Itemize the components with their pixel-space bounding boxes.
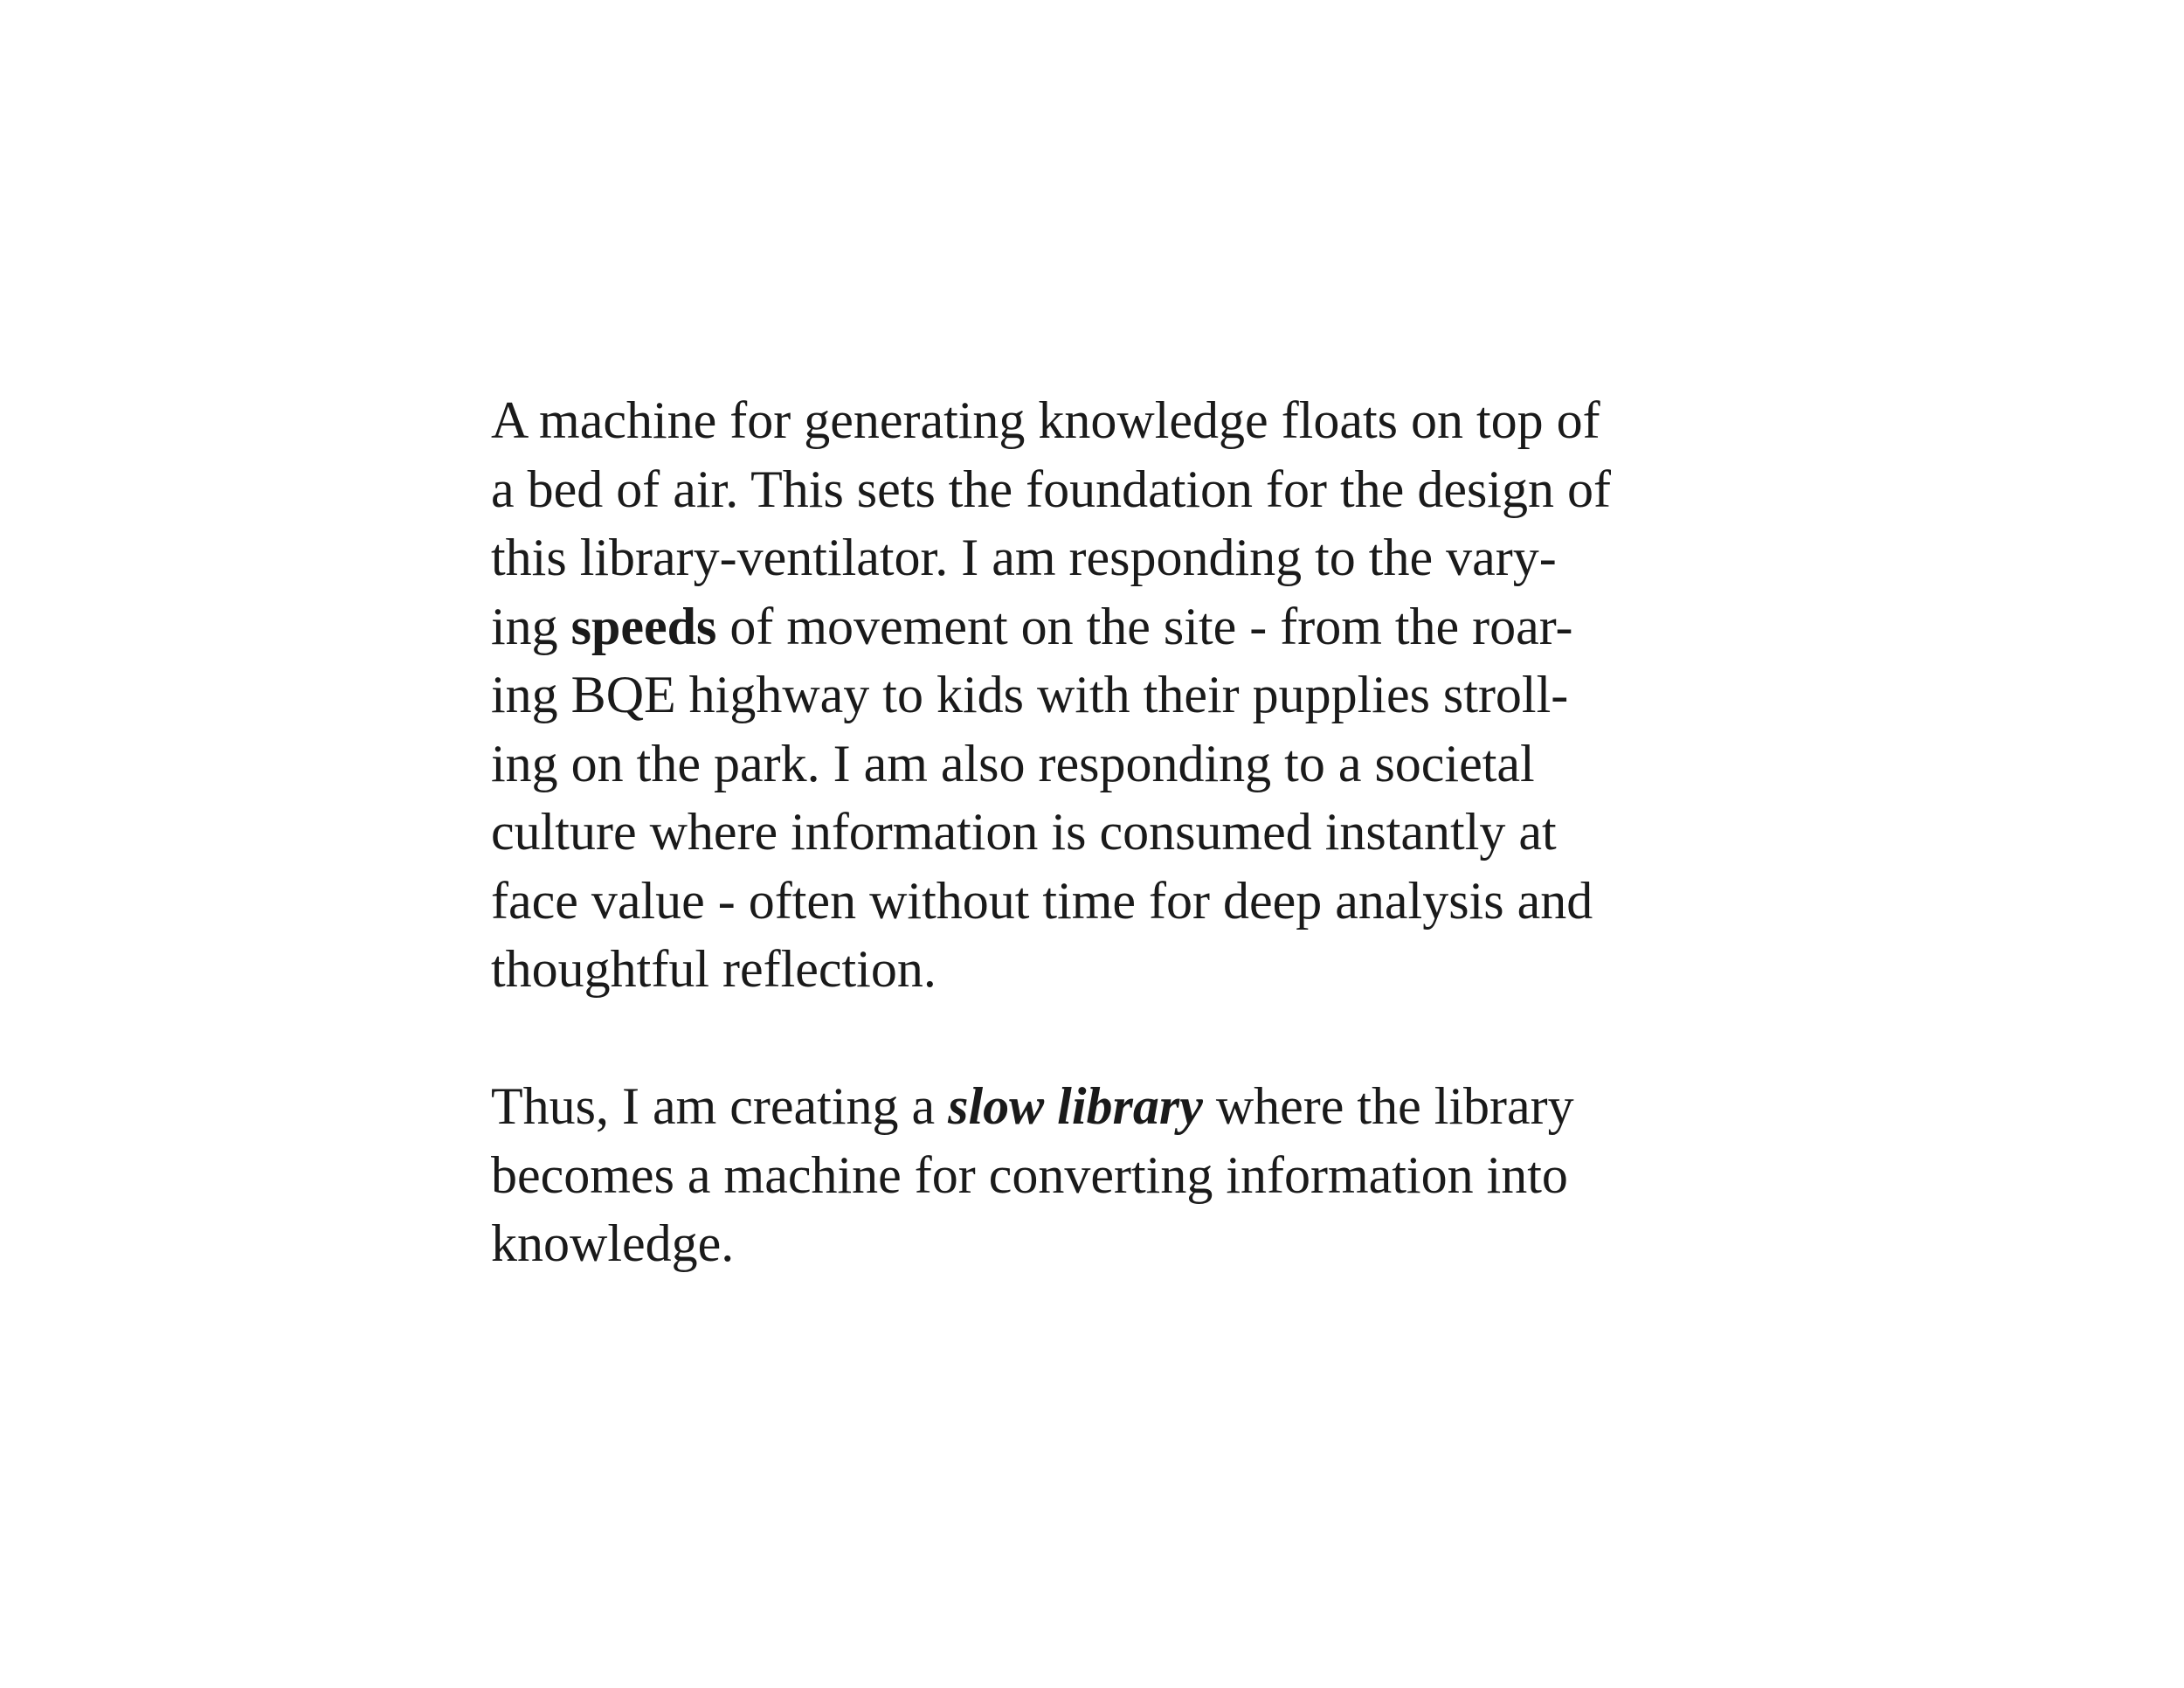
- text-line: face value - often without time for deep analysis and: [491, 871, 1593, 930]
- text-run: of movement on the site - from the roar-: [716, 597, 1573, 655]
- text-run: where the library: [1202, 1077, 1574, 1135]
- emphasis-speeds: speeds: [570, 597, 717, 655]
- paragraph-2: [491, 1072, 1749, 1278]
- emphasis-slow-library: slow library: [948, 1077, 1203, 1135]
- text-line: culture where information is consumed instantly at: [491, 803, 1557, 861]
- text-line: knowledge.: [491, 1214, 735, 1272]
- paragraph-spacer: [491, 1004, 1749, 1073]
- text-line: ing BQE highway to kids with their pupplies stroll-: [491, 666, 1569, 723]
- paragraph-1: [491, 386, 1749, 1004]
- text-line: a bed of air. This sets the foundation for the design of: [491, 460, 1611, 518]
- text-line: A machine for generating knowledge floats on top of: [491, 391, 1600, 449]
- text-line: [491, 592, 1749, 661]
- text-line: ing on the park. I am also responding to a societal: [491, 734, 1535, 792]
- text-run: Thus, I am creating a: [491, 1077, 949, 1135]
- text-run: ing: [491, 597, 571, 655]
- body-text: [491, 386, 1749, 1278]
- text-line: thoughtful reflection.: [491, 940, 936, 998]
- text-line: [491, 1072, 1749, 1141]
- text-line: becomes a machine for converting information into: [491, 1145, 1568, 1204]
- text-line: this library-ventilator. I am responding to the vary-: [491, 529, 1557, 586]
